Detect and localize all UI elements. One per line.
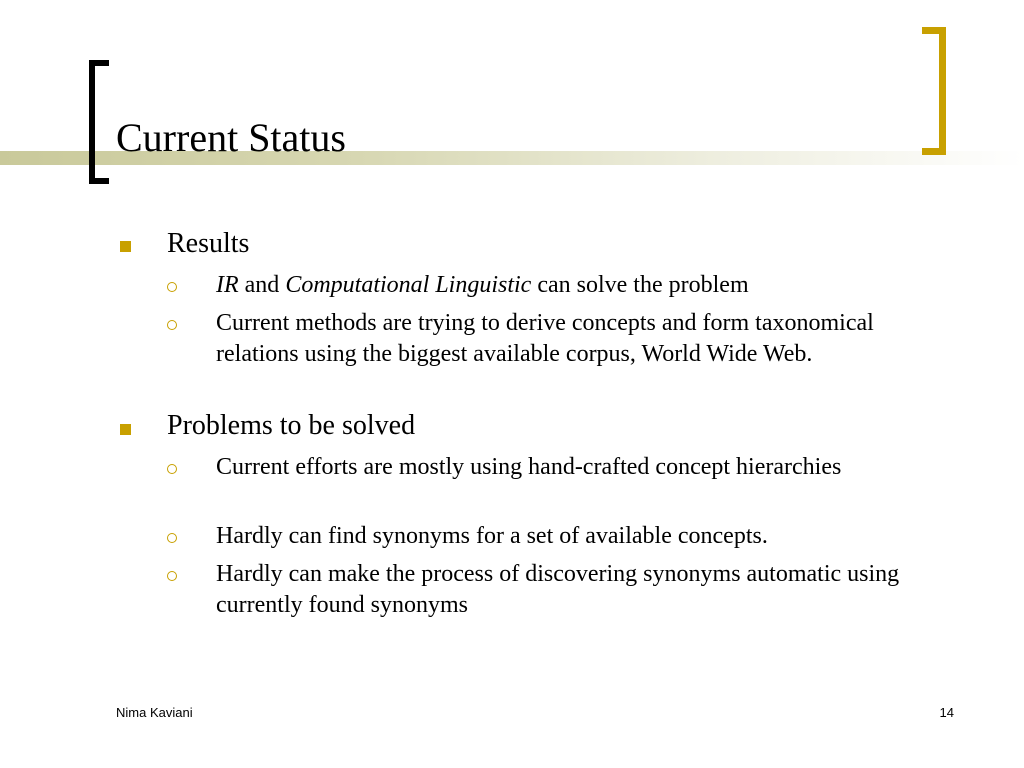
- list-item: Current methods are trying to derive concepts and form taxonomical relations using the biggest available corpus, World Wide Web.: [216, 310, 874, 367]
- circle-bullet-icon: [167, 320, 177, 330]
- section-heading-problems: Problems to be solved: [167, 410, 416, 441]
- slide-title: Current Status: [116, 115, 346, 160]
- square-bullet-icon: [120, 241, 131, 252]
- list-item: Hardly can make the process of discovering synonyms automatic using currently found synonyms: [216, 561, 900, 618]
- item-text-solve: can solve the problem: [531, 272, 749, 298]
- page-number: 14: [939, 705, 954, 720]
- square-bullet-icon: [120, 424, 131, 435]
- circle-bullet-icon: [167, 533, 177, 543]
- footer-author: Nima Kaviani: [116, 705, 193, 720]
- item-text-and: and: [238, 272, 286, 298]
- item-text-ir: IR: [216, 272, 239, 298]
- circle-bullet-icon: [167, 464, 177, 474]
- section-heading-results: Results: [167, 228, 250, 259]
- left-bracket-decoration: [89, 60, 109, 184]
- list-item: Current efforts are mostly using hand-crafted concept hierarchies: [216, 454, 842, 480]
- list-item: [216, 270, 956, 301]
- right-bracket-decoration: [922, 27, 946, 155]
- circle-bullet-icon: [167, 282, 177, 292]
- list-item: Hardly can find synonyms for a set of available concepts.: [216, 523, 768, 549]
- item-text-computational-linguistic: Computational Linguistic: [285, 272, 532, 298]
- circle-bullet-icon: [167, 571, 177, 581]
